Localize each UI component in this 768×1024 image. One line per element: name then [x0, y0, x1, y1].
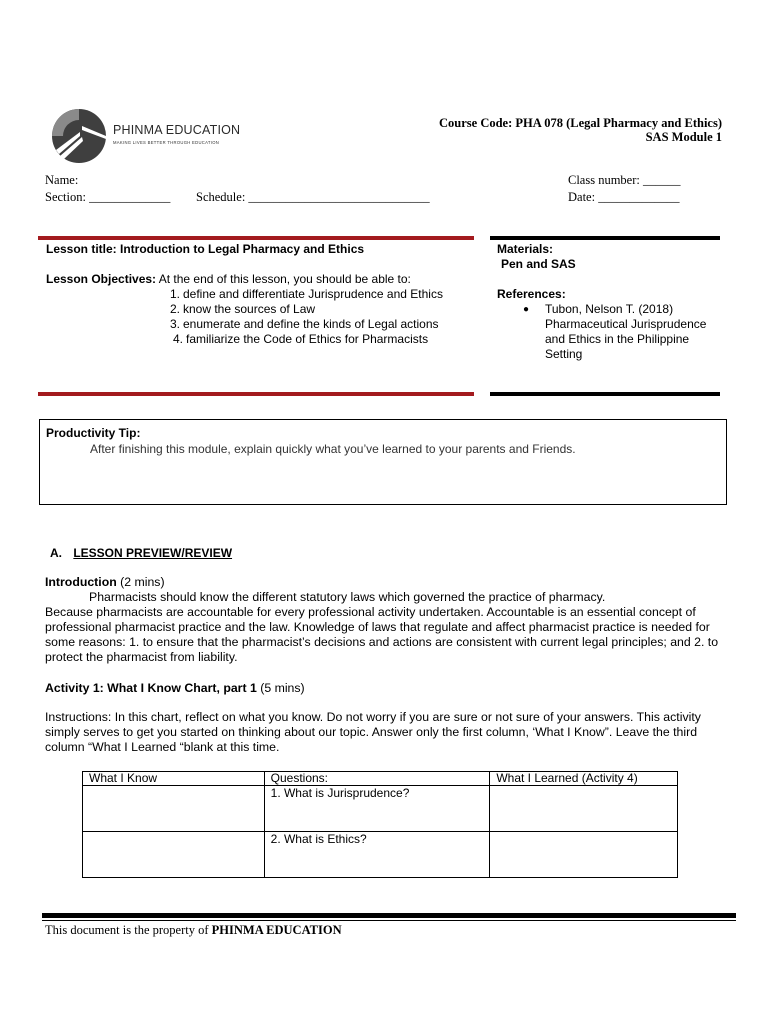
- references-list: [522, 302, 722, 362]
- footer-text: [45, 923, 342, 938]
- introduction-first-line: Pharmacists should know the different statutory laws which governed the practice of pharmacy.: [89, 590, 606, 604]
- answer-cell[interactable]: [83, 786, 265, 832]
- header-what-i-know: What I Know: [83, 772, 265, 786]
- logo-tagline: MAKING LIVES BETTER THROUGH EDUCATION: [113, 140, 220, 145]
- class-number-field: Class number: ______: [568, 173, 681, 187]
- instructions-block: [45, 710, 721, 755]
- list-item: 3. enumerate and define the kinds of Legal actions: [169, 317, 439, 331]
- phinma-logo: [50, 106, 250, 166]
- objectives-label: Lesson Objectives:: [46, 272, 157, 286]
- date-field: Date: _____________: [568, 190, 680, 204]
- section-title: LESSON PREVIEW/REVIEW: [73, 546, 233, 560]
- table-row: [83, 832, 678, 878]
- instructions-text: Instructions: In this chart, reflect on what you know. Do not worry if you are sure or not sure of your answers. This activity simply serves to get you started on thinking about our topic. Answer only the first column, ‘What I Know”. Leave the third column “What I Learned “blank at this time.: [45, 710, 701, 754]
- footer-owner: PHINMA EDUCATION: [211, 923, 342, 937]
- introduction-block: [45, 575, 725, 665]
- introduction-text: Because pharmacists are accountable for every professional activity undertaken. Accountable is an essential concept of professional pharmacist practice and the law. Knowledge of laws that regulate and affect pharmacist practice is needed for some reasons: 1. to ensure that the pharmacist’s decisions and actions are consistent with current legal principles; and 2. to protect the pharmacist from liability.: [45, 605, 719, 664]
- materials-label: Materials:: [497, 242, 554, 256]
- module-label: SAS Module 1: [645, 130, 722, 144]
- learned-cell[interactable]: [490, 832, 678, 878]
- objectives-intro-text: At the end of this lesson, you should be able to:: [158, 272, 411, 286]
- header-what-i-learned: What I Learned (Activity 4): [490, 772, 678, 786]
- list-item: 1. define and differentiate Jurisprudence and Ethics: [169, 287, 443, 301]
- question-cell: 2. What is Ethics?: [264, 832, 490, 878]
- productivity-tip-box: [39, 419, 727, 505]
- list-item: 2. know the sources of Law: [169, 302, 316, 316]
- activity-time: (5 mins): [260, 681, 305, 695]
- lesson-title: Lesson title: Introduction to Legal Pharmacy and Ethics: [46, 242, 365, 256]
- productivity-text: After finishing this module, explain quickly what you’ve learned to your parents and Friends.: [90, 442, 576, 456]
- lesson-bottom-rule: [38, 392, 474, 396]
- list-item: ● Tubon, Nelson T. (2018) Pharmaceutical Jurisprudence and Ethics in the Philippine Setting: [523, 302, 707, 361]
- bullet-icon: ●: [523, 304, 530, 315]
- references-label: References:: [497, 287, 566, 301]
- materials-value: Pen and SAS: [501, 257, 576, 271]
- introduction-label: Introduction: [45, 575, 117, 589]
- list-item: 4. familiarize the Code of Ethics for Pharmacists: [172, 332, 429, 346]
- objectives-list: [164, 287, 464, 347]
- activity-heading: [45, 681, 725, 696]
- table-header-row: [83, 772, 678, 786]
- materials-bottom-rule: [490, 392, 720, 396]
- course-code: Course Code: PHA 078 (Legal Pharmacy and Ethics): [439, 116, 722, 130]
- table-row: [83, 786, 678, 832]
- footer-rule-thin: [42, 920, 736, 921]
- logo-name: PHINMA EDUCATION: [113, 123, 241, 137]
- course-heading: [439, 116, 722, 144]
- footer-rule: [42, 913, 736, 918]
- lesson-top-rule: [38, 236, 474, 240]
- question-cell: 1. What is Jurisprudence?: [264, 786, 490, 832]
- phinma-logo-icon: [50, 106, 110, 166]
- footer-prefix: This document is the property of: [45, 923, 212, 937]
- section-letter: A.: [50, 546, 62, 560]
- name-field: Name:: [45, 173, 79, 187]
- introduction-heading: [45, 575, 725, 590]
- section-field: Section: _____________: [45, 190, 171, 204]
- lesson-objectives-intro: [46, 272, 476, 287]
- learned-cell[interactable]: [490, 786, 678, 832]
- materials-top-rule: [490, 236, 720, 240]
- introduction-time: (2 mins): [120, 575, 165, 589]
- answer-cell[interactable]: [83, 832, 265, 878]
- what-i-know-chart: [82, 771, 678, 878]
- schedule-field: Schedule: _____________________________: [196, 190, 430, 204]
- activity-label: Activity 1: What I Know Chart, part 1: [45, 681, 257, 695]
- section-heading: [50, 546, 232, 561]
- productivity-label: Productivity Tip:: [46, 426, 141, 440]
- header-questions: Questions:: [264, 772, 490, 786]
